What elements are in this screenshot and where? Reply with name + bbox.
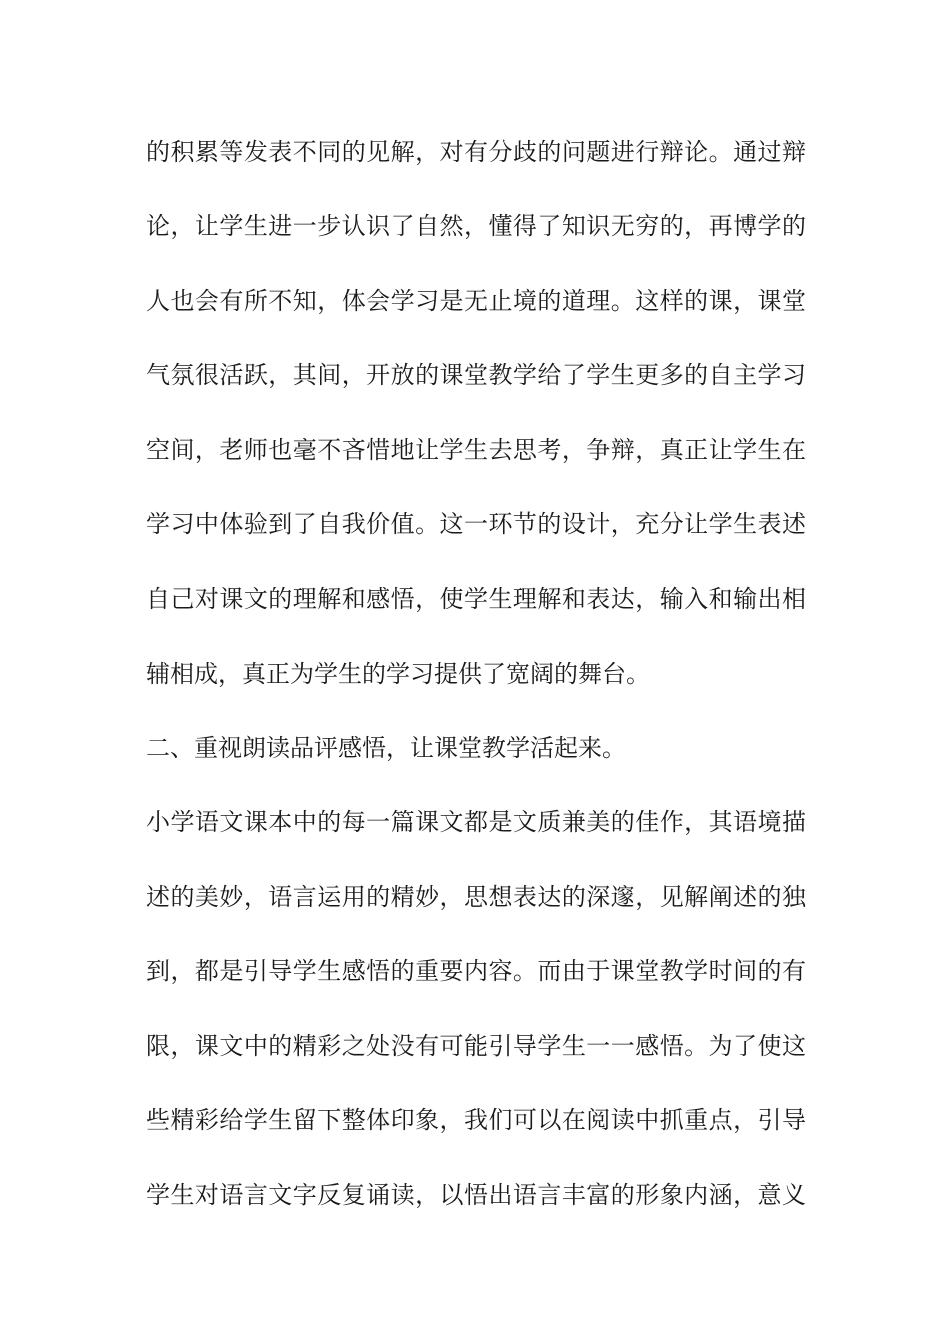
text-line-5: 空间，老师也毫不吝惜地让学生去思考，争辩，真正让学生在 [146, 436, 806, 464]
text-line-14: 些精彩给学生留下整体印象，我们可以在阅读中抓重点，引导 [146, 1106, 806, 1134]
text-line-10: 小学语文课本中的每一篇课文都是文质兼美的佳作，其语境描 [146, 808, 806, 836]
text-line-6: 学习中体验到了自我价值。这一环节的设计，充分让学生表述 [146, 510, 806, 538]
text-line-7: 自己对课文的理解和感悟，使学生理解和表达，输入和输出相 [146, 585, 806, 613]
text-line-2: 论，让学生进一步认识了自然，懂得了知识无穷的，再博学的 [146, 212, 806, 240]
section-heading: 二、重视朗读品评感悟，让课堂教学活起来。 [146, 734, 626, 762]
text-line-11: 述的美妙，语言运用的精妙，思想表达的深邃，见解阐述的独 [146, 883, 806, 911]
text-line-1: 的积累等发表不同的见解，对有分歧的问题进行辩论。通过辩 [146, 138, 806, 166]
text-line-3: 人也会有所不知，体会学习是无止境的道理。这样的课，课堂 [146, 287, 806, 315]
text-line-13: 限，课文中的精彩之处没有可能引导学生一一感悟。为了使这 [146, 1032, 806, 1060]
text-line-12: 到，都是引导学生感悟的重要内容。而由于课堂教学时间的有 [146, 957, 806, 985]
text-line-8: 辅相成，真正为学生的学习提供了宽阔的舞台。 [146, 660, 650, 688]
text-line-4: 气氛很活跃，其间，开放的课堂教学给了学生更多的自主学习 [146, 361, 806, 389]
text-line-15: 学生对语言文字反复诵读，以悟出语言丰富的形象内涵，意义 [146, 1181, 806, 1209]
